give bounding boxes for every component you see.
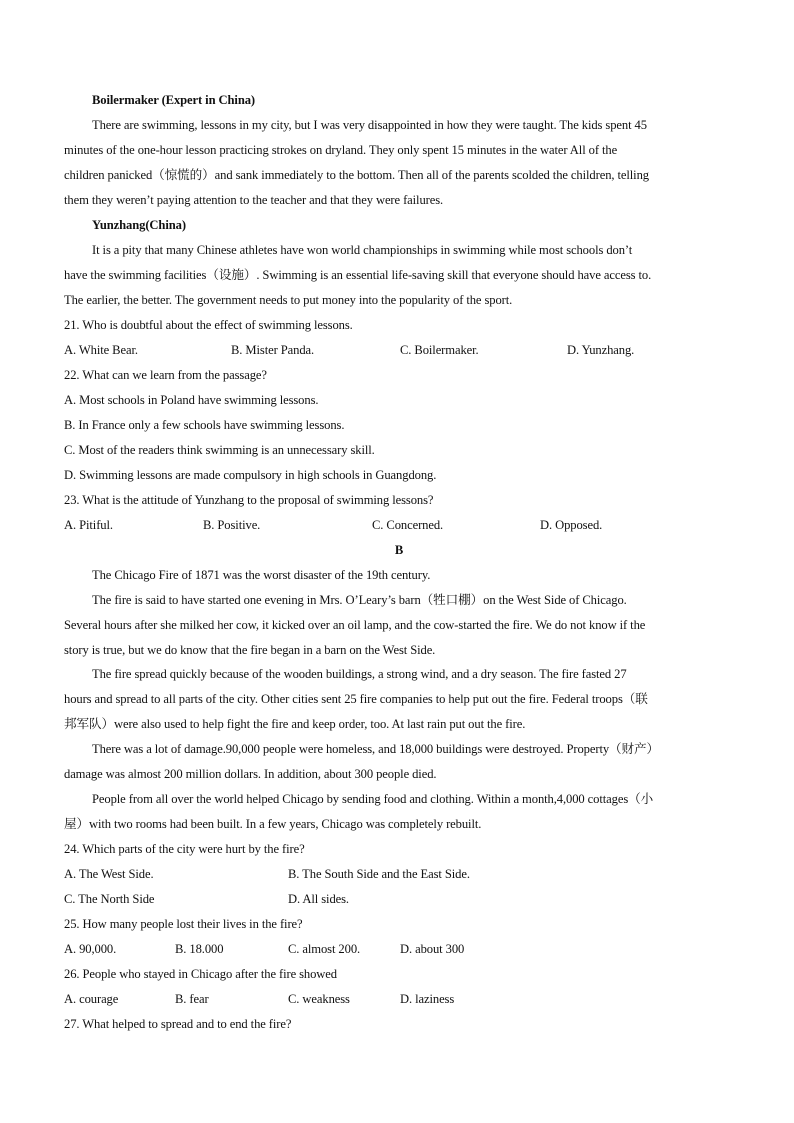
q21-option-c[interactable]: C. Boilermaker. [400,343,479,357]
q23-option-c[interactable]: C. Concerned. [372,518,444,532]
boilermaker-heading: Boilermaker (Expert in China) [92,93,256,107]
q24-option-c[interactable]: C. The North Side [64,892,155,906]
passage-b-line: The fire is said to have started one evening in Mrs. O’Leary’s barn（牲口棚）on the West Side of Chicago. [92,593,627,607]
q21-option-b[interactable]: B. Mister Panda. [231,343,315,357]
question-24: 24. Which parts of the city were hurt by the fire? [64,842,305,856]
q25-option-a[interactable]: A. 90,000. [64,942,117,956]
q26-option-a[interactable]: A. courage [64,992,119,1006]
q22-option-c[interactable]: C. Most of the readers think swimming is an unnecessary skill. [64,443,375,457]
passage-b-line: People from all over the world helped Chicago by sending food and clothing. Within a month,4,000 cottages（小 [92,792,654,806]
question-26: 26. People who stayed in Chicago after the fire showed [64,967,337,981]
passage-b-line: 邦军队）were also used to help fight the fire and keep order, too. At last rain put out the fire. [64,717,526,731]
boilermaker-line: minutes of the one-hour lesson practicing strokes on dryland. They only spent 15 minutes in the water All of the [64,143,618,157]
passage-b-line: story is true, but we do know that the fire began in a barn on the West Side. [64,643,436,657]
question-27: 27. What helped to spread and to end the fire? [64,1017,292,1031]
question-22: 22. What can we learn from the passage? [64,368,267,382]
q22-option-d[interactable]: D. Swimming lessons are made compulsory in high schools in Guangdong. [64,468,437,482]
question-23: 23. What is the attitude of Yunzhang to the proposal of swimming lessons? [64,493,434,507]
q25-option-c[interactable]: C. almost 200. [288,942,361,956]
section-b-label: B [394,543,404,557]
q25-option-b[interactable]: B. 18.000 [175,942,224,956]
q23-option-b[interactable]: B. Positive. [203,518,261,532]
q24-option-a[interactable]: A. The West Side. [64,867,154,881]
yunzhang-line: The earlier, the better. The government needs to put money into the popularity of the sport. [64,293,513,307]
q23-option-d[interactable]: D. Opposed. [540,518,603,532]
q21-option-a[interactable]: A. White Bear. [64,343,138,357]
yunzhang-line: have the swimming facilities（设施）. Swimming is an essential life-saving skill that everyone should have access to. [64,268,652,282]
question-21: 21. Who is doubtful about the effect of swimming lessons. [64,318,353,332]
q23-option-a[interactable]: A. Pitiful. [64,518,113,532]
q24-option-d[interactable]: D. All sides. [288,892,349,906]
q26-option-d[interactable]: D. laziness [400,992,455,1006]
yunzhang-line: It is a pity that many Chinese athletes have won world championships in swimming while most schools don’t [92,243,633,257]
boilermaker-line: children panicked（惊慌的）and sank immediately to the bottom. Then all of the parents scolded the children, telling [64,168,649,182]
passage-b-line: There was a lot of damage.90,000 people were homeless, and 18,000 buildings were destroyed. Property（财产） [92,742,660,756]
q24-option-b[interactable]: B. The South Side and the East Side. [288,867,470,881]
q26-option-b[interactable]: B. fear [175,992,209,1006]
passage-b-line: Several hours after she milked her cow, it kicked over an oil lamp, and the cow-started the fire. We do not know if the [64,618,646,632]
passage-b-line: The fire spread quickly because of the wooden buildings, a strong wind, and a dry season. The fire fasted 27 [92,667,627,681]
passage-b-line: The Chicago Fire of 1871 was the worst disaster of the 19th century. [92,568,431,582]
boilermaker-line: them they weren’t paying attention to the teacher and that they were failures. [64,193,444,207]
q25-option-d[interactable]: D. about 300 [400,942,465,956]
yunzhang-heading: Yunzhang(China) [92,218,186,232]
boilermaker-line: There are swimming, lessons in my city, but I was very disappointed in how they were taught. The kids spent 45 [92,118,647,132]
passage-b-line: hours and spread to all parts of the city. Other cities sent 25 fire companies to help put out the fire. Federal troops（联 [64,692,648,706]
question-25: 25. How many people lost their lives in the fire? [64,917,303,931]
q22-option-b[interactable]: B. In France only a few schools have swimming lessons. [64,418,345,432]
q26-option-c[interactable]: C. weakness [288,992,350,1006]
q22-option-a[interactable]: A. Most schools in Poland have swimming lessons. [64,393,319,407]
passage-b-line: damage was almost 200 million dollars. In addition, about 300 people died. [64,767,437,781]
passage-b-line: 屋）with two rooms had been built. In a few years, Chicago was completely rebuilt. [64,817,482,831]
q21-option-d[interactable]: D. Yunzhang. [567,343,635,357]
